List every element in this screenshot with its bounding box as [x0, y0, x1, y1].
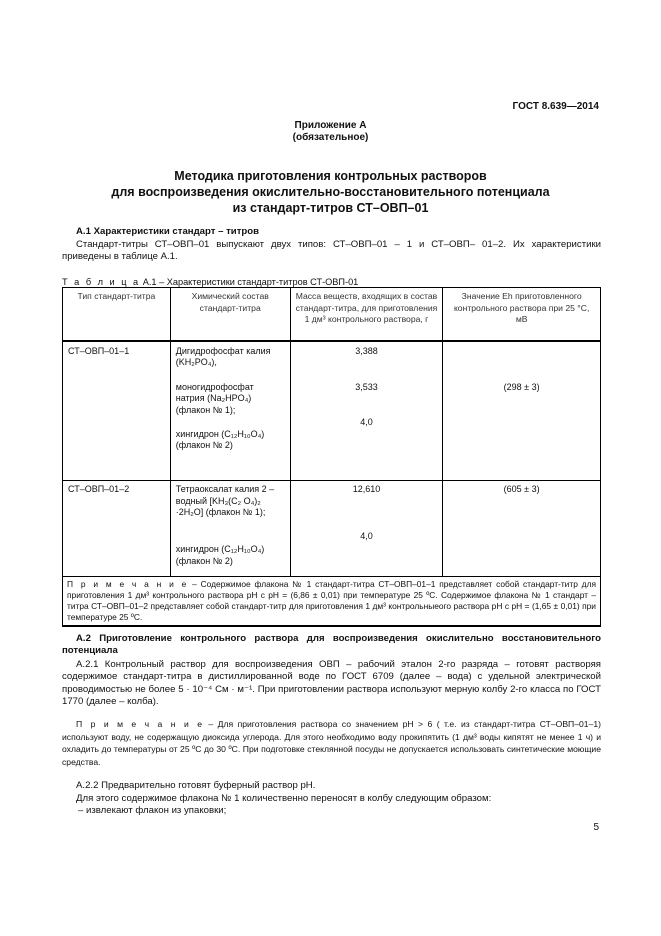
appendix-status: (обязательное) [292, 132, 369, 143]
paragraph-a21: А.2.1 Контрольный раствор для воспроизведения ОВП – рабочий эталон 2-го разряда – готовят растворяя содержимое стандарт-титра в дистиллированной воде по ГОСТ 6709 (далее – вода) с удельной электрической проводимостью не более 5 · 10⁻⁴ См · м⁻¹. При приготовлении раствора используют мерную колбу 2-го класса по ГОСТ 1770 (далее – колба). [62, 659, 601, 707]
mass: 3,533 [355, 381, 378, 392]
title-line: для воспроизведения окислительно-восстановительного потенциала [111, 185, 550, 199]
a2-note [62, 718, 601, 768]
component: моногидрофосфат натрия (Na₂HPO₄) (флакон № 1); [175, 381, 254, 415]
paragraph-a22: А.2.2 Предварительно готовят буферный раствор pH. [76, 780, 316, 791]
cell-type: СТ–ОВП–01–1 [63, 341, 171, 481]
title-line: Методика приготовления контрольных растворов [174, 169, 487, 183]
mass: 3,388 [355, 345, 378, 356]
note-text: – Для приготовления раствора со значением pH > 6 ( т.е. из стандарт-титра СТ–ОВП–01–1) используют воду, не содержащую диоксида углерода. Для этого необходимо воду прокипятить (1 дм³ воды кипятят не менее 1 ч) и охладить до температуры от 25 ºС до 30 ºС. При подготовке стеклянной посуды не допускается использовать синтетические моющие средства. [62, 719, 601, 767]
component: хингидрон (C₁₂H₁₀O₄) (флакон № 2) [175, 428, 265, 450]
component: Тетраоксалат калия 2 – водный [KH₃(C₂ O₄)₂ ·2H₂O] (флакон № 1); [175, 484, 275, 517]
note-lead: П р и м е ч а н и е [76, 719, 204, 729]
document-header: ГОСТ 8.639—2014 [512, 101, 599, 112]
note-text: – Содержимое флакона № 1 стандарт-титра СТ–ОВП–01–1 представляет собой стандарт-титр для приготовления 1 дм³ контрольного раствора pH с pH = (6,86 ± 0,01) при температуре 25 ºС. Содержимое флакона № 1 стандарт – титра СТ–ОВП–01–2 представляет собой стандарт-титр для приготовления 1 дм³ контрольныеого раствора pH с pH = (1,65 ± 0,01) при температуре 25 ºС. [67, 579, 596, 622]
col-header: Массa веществ, входящих в состав стандарт-титра, для приготовления 1 дм³ контрольного раствора, г [290, 288, 443, 341]
mass: 12,610 [352, 484, 381, 494]
table-row [63, 341, 601, 481]
cell-eh: (605 ± 3) [443, 481, 601, 577]
component: Дигидрофосфат калия (KH₂PO₄), [175, 345, 271, 367]
page-title [0, 168, 661, 216]
note-lead: П р и м е ч а н и е [67, 579, 189, 589]
col-header: Тип стандарт-титра [63, 288, 171, 341]
paragraph: Для этого содержимое флакона № 1 количественно переносят в колбу следующим образом: [76, 793, 492, 804]
caption-lead: Т а б л и ц а [62, 277, 141, 287]
col-header: Химический состав стандарт-титра [170, 288, 290, 341]
mass: 4,0 [360, 416, 373, 427]
cell-eh: (298 ± 3) [443, 341, 601, 481]
table-note [63, 577, 601, 627]
section-a2-heading: А.2 Приготовление контрольного раствора для воспроизведения окислительно восстановительного потенциала [62, 633, 601, 657]
component: хингидрон (C₁₂H₁₀O₄) (флакон № 2) [175, 544, 265, 566]
table-caption [62, 277, 358, 287]
table-row [63, 481, 601, 577]
appendix-title: Приложение А [294, 120, 367, 131]
caption-text: А.1 – Характеристики стандарт-титров СТ-ОВП-01 [140, 277, 359, 287]
list-item: – извлекают флакон из упаковки; [78, 805, 227, 816]
mass: 4,0 [360, 531, 373, 541]
table-a1 [62, 287, 601, 627]
section-a1-heading: А.1 Характеристики стандарт – титров [76, 226, 260, 237]
title-line: из стандарт-титров СТ–ОВП–01 [232, 201, 429, 215]
page-number: 5 [593, 822, 599, 833]
col-header: Значение Eh приготовленного контрольного раствора при 25 °С, мВ [443, 288, 601, 341]
section-a1-text: Стандарт-титры СТ–ОВП–01 выпускают двух типов: СТ–ОВП–01 – 1 и СТ–ОВП– 01–2. Их характеристики приведены в таблице А.1. [62, 239, 601, 263]
cell-type: СТ–ОВП–01–2 [63, 481, 171, 577]
